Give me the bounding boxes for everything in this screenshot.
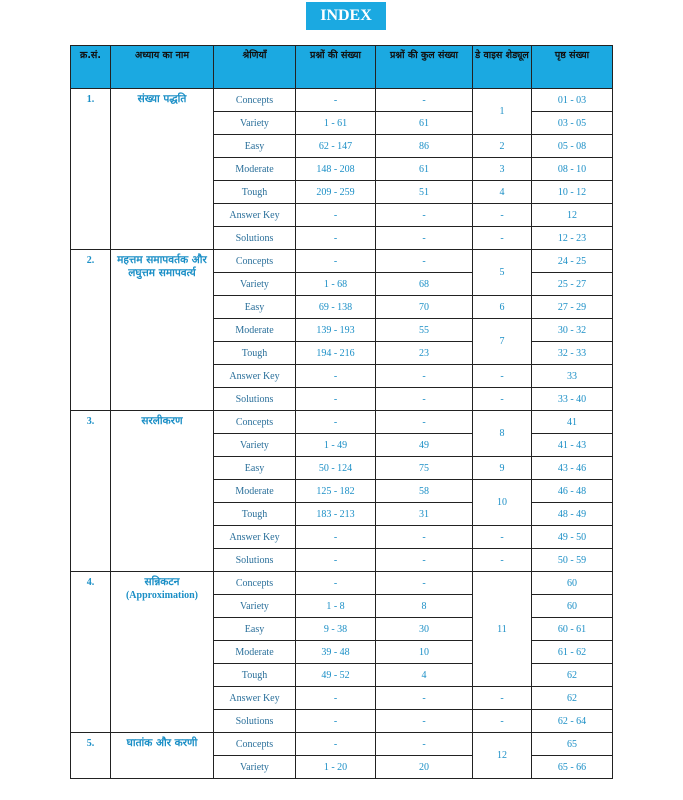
question-range: 39 - 48 xyxy=(296,641,376,664)
question-range: - xyxy=(296,204,376,227)
total-questions: 55 xyxy=(376,319,473,342)
chapter-title: घातांक और करणी xyxy=(126,737,198,749)
question-range: - xyxy=(296,250,376,273)
question-range: - xyxy=(296,227,376,250)
category: Tough xyxy=(214,181,296,204)
total-questions: 75 xyxy=(376,457,473,480)
day-schedule: - xyxy=(473,365,532,388)
page-number: 33 - 40 xyxy=(532,388,613,411)
category: Concepts xyxy=(214,733,296,756)
category: Solutions xyxy=(214,388,296,411)
total-questions: 51 xyxy=(376,181,473,204)
total-questions: 30 xyxy=(376,618,473,641)
page-number: 03 - 05 xyxy=(532,112,613,135)
total-questions: - xyxy=(376,733,473,756)
day-schedule: 11 xyxy=(473,572,532,687)
chapter-number: 1. xyxy=(71,89,111,250)
total-questions: 68 xyxy=(376,273,473,296)
page-number: 61 - 62 xyxy=(532,641,613,664)
category: Tough xyxy=(214,342,296,365)
index-title: INDEX xyxy=(306,2,386,30)
page-number: 08 - 10 xyxy=(532,158,613,181)
category: Solutions xyxy=(214,227,296,250)
day-schedule: 7 xyxy=(473,319,532,365)
category: Answer Key xyxy=(214,526,296,549)
page-number: 12 - 23 xyxy=(532,227,613,250)
page-number: 10 - 12 xyxy=(532,181,613,204)
question-range: 9 - 38 xyxy=(296,618,376,641)
category: Concepts xyxy=(214,411,296,434)
index-table xyxy=(70,45,613,779)
category: Moderate xyxy=(214,641,296,664)
page-number: 62 xyxy=(532,687,613,710)
page-number: 60 xyxy=(532,572,613,595)
chapter-name xyxy=(111,572,214,733)
question-range: 1 - 61 xyxy=(296,112,376,135)
chapter-name xyxy=(111,411,214,572)
total-questions: - xyxy=(376,572,473,595)
total-questions: 8 xyxy=(376,595,473,618)
page-number: 24 - 25 xyxy=(532,250,613,273)
category: Concepts xyxy=(214,89,296,112)
day-schedule: - xyxy=(473,204,532,227)
question-range: 1 - 20 xyxy=(296,756,376,779)
category: Concepts xyxy=(214,572,296,595)
question-range: 209 - 259 xyxy=(296,181,376,204)
category: Variety xyxy=(214,273,296,296)
chapter-number: 4. xyxy=(71,572,111,733)
page-number: 41 - 43 xyxy=(532,434,613,457)
chapter-title: संख्या पद्धति xyxy=(137,93,187,105)
day-schedule: 2 xyxy=(473,135,532,158)
page-number: 60 - 61 xyxy=(532,618,613,641)
header-category: श्रेणियाँ xyxy=(214,46,296,89)
total-questions: - xyxy=(376,250,473,273)
question-range: 1 - 8 xyxy=(296,595,376,618)
chapter-name xyxy=(111,89,214,250)
table-row xyxy=(71,89,613,112)
page-number: 50 - 59 xyxy=(532,549,613,572)
total-questions: - xyxy=(376,204,473,227)
category: Solutions xyxy=(214,710,296,733)
page-number: 48 - 49 xyxy=(532,503,613,526)
total-questions: 31 xyxy=(376,503,473,526)
category: Solutions xyxy=(214,549,296,572)
total-questions: 23 xyxy=(376,342,473,365)
page-number: 49 - 50 xyxy=(532,526,613,549)
question-range: - xyxy=(296,710,376,733)
question-range: 139 - 193 xyxy=(296,319,376,342)
table-row xyxy=(71,411,613,434)
category: Easy xyxy=(214,618,296,641)
day-schedule: 5 xyxy=(473,250,532,296)
chapter-number: 5. xyxy=(71,733,111,779)
total-questions: 4 xyxy=(376,664,473,687)
category: Answer Key xyxy=(214,365,296,388)
category: Tough xyxy=(214,503,296,526)
total-questions: - xyxy=(376,227,473,250)
question-range: 50 - 124 xyxy=(296,457,376,480)
day-schedule: - xyxy=(473,549,532,572)
day-schedule: 9 xyxy=(473,457,532,480)
header-serial: क्र.सं. xyxy=(71,46,111,89)
total-questions: 86 xyxy=(376,135,473,158)
day-schedule: 4 xyxy=(473,181,532,204)
category: Variety xyxy=(214,434,296,457)
page-number: 32 - 33 xyxy=(532,342,613,365)
category: Variety xyxy=(214,595,296,618)
day-schedule: - xyxy=(473,388,532,411)
page-number: 62 - 64 xyxy=(532,710,613,733)
question-range: - xyxy=(296,365,376,388)
total-questions: - xyxy=(376,411,473,434)
total-questions: 10 xyxy=(376,641,473,664)
header-page-number: पृष्ठ संख्या xyxy=(532,46,613,89)
page-number: 65 - 66 xyxy=(532,756,613,779)
question-range: 194 - 216 xyxy=(296,342,376,365)
category: Easy xyxy=(214,296,296,319)
total-questions: - xyxy=(376,365,473,388)
category: Answer Key xyxy=(214,204,296,227)
total-questions: - xyxy=(376,710,473,733)
category: Moderate xyxy=(214,480,296,503)
header-total-questions: प्रश्नों की कुल संख्या xyxy=(376,46,473,89)
question-range: 1 - 68 xyxy=(296,273,376,296)
header-row xyxy=(71,46,613,89)
day-schedule: 1 xyxy=(473,89,532,135)
question-range: 49 - 52 xyxy=(296,664,376,687)
total-questions: - xyxy=(376,549,473,572)
header-day-schedule: डे वाइस शेड्यूल xyxy=(473,46,532,89)
question-range: 125 - 182 xyxy=(296,480,376,503)
day-schedule: 8 xyxy=(473,411,532,457)
day-schedule: - xyxy=(473,687,532,710)
question-range: - xyxy=(296,411,376,434)
day-schedule: - xyxy=(473,526,532,549)
page-number: 25 - 27 xyxy=(532,273,613,296)
category: Answer Key xyxy=(214,687,296,710)
category: Easy xyxy=(214,457,296,480)
question-range: - xyxy=(296,733,376,756)
question-range: 62 - 147 xyxy=(296,135,376,158)
total-questions: 20 xyxy=(376,756,473,779)
question-range: 69 - 138 xyxy=(296,296,376,319)
page-number: 46 - 48 xyxy=(532,480,613,503)
chapter-title: सरलीकरण xyxy=(141,415,183,427)
day-schedule: - xyxy=(473,227,532,250)
page-number: 43 - 46 xyxy=(532,457,613,480)
category: Easy xyxy=(214,135,296,158)
question-range: - xyxy=(296,526,376,549)
category: Variety xyxy=(214,756,296,779)
chapter-name xyxy=(111,250,214,411)
total-questions: - xyxy=(376,388,473,411)
category: Moderate xyxy=(214,158,296,181)
chapter-subtitle: (Approximation) xyxy=(125,590,199,601)
page-number: 60 xyxy=(532,595,613,618)
question-range: - xyxy=(296,388,376,411)
total-questions: - xyxy=(376,687,473,710)
table-row xyxy=(71,572,613,595)
header-question-range: प्रश्नों की संख्या xyxy=(296,46,376,89)
day-schedule: 3 xyxy=(473,158,532,181)
total-questions: - xyxy=(376,89,473,112)
chapter-title: महत्तम समापवर्तक और लघुत्तम समापवर्त्य xyxy=(117,254,207,279)
chapter-title: सन्निकटन xyxy=(144,576,180,588)
chapter-number: 3. xyxy=(71,411,111,572)
page-number: 01 - 03 xyxy=(532,89,613,112)
total-questions: 49 xyxy=(376,434,473,457)
page-number: 65 xyxy=(532,733,613,756)
question-range: - xyxy=(296,687,376,710)
chapter-number: 2. xyxy=(71,250,111,411)
page-number: 41 xyxy=(532,411,613,434)
total-questions: 70 xyxy=(376,296,473,319)
question-range: 1 - 49 xyxy=(296,434,376,457)
total-questions: - xyxy=(376,526,473,549)
table-row xyxy=(71,733,613,756)
day-schedule: 12 xyxy=(473,733,532,779)
page-number: 33 xyxy=(532,365,613,388)
table-row xyxy=(71,250,613,273)
category: Moderate xyxy=(214,319,296,342)
question-range: - xyxy=(296,549,376,572)
day-schedule: 6 xyxy=(473,296,532,319)
category: Tough xyxy=(214,664,296,687)
header-chapter: अध्याय का नाम xyxy=(111,46,214,89)
page-number: 62 xyxy=(532,664,613,687)
category: Concepts xyxy=(214,250,296,273)
total-questions: 61 xyxy=(376,112,473,135)
page-number: 30 - 32 xyxy=(532,319,613,342)
day-schedule: 10 xyxy=(473,480,532,526)
page-number: 27 - 29 xyxy=(532,296,613,319)
chapter-name xyxy=(111,733,214,779)
question-range: 183 - 213 xyxy=(296,503,376,526)
question-range: 148 - 208 xyxy=(296,158,376,181)
question-range: - xyxy=(296,572,376,595)
page-number: 05 - 08 xyxy=(532,135,613,158)
category: Variety xyxy=(214,112,296,135)
question-range: - xyxy=(296,89,376,112)
total-questions: 58 xyxy=(376,480,473,503)
page-number: 12 xyxy=(532,204,613,227)
total-questions: 61 xyxy=(376,158,473,181)
day-schedule: - xyxy=(473,710,532,733)
